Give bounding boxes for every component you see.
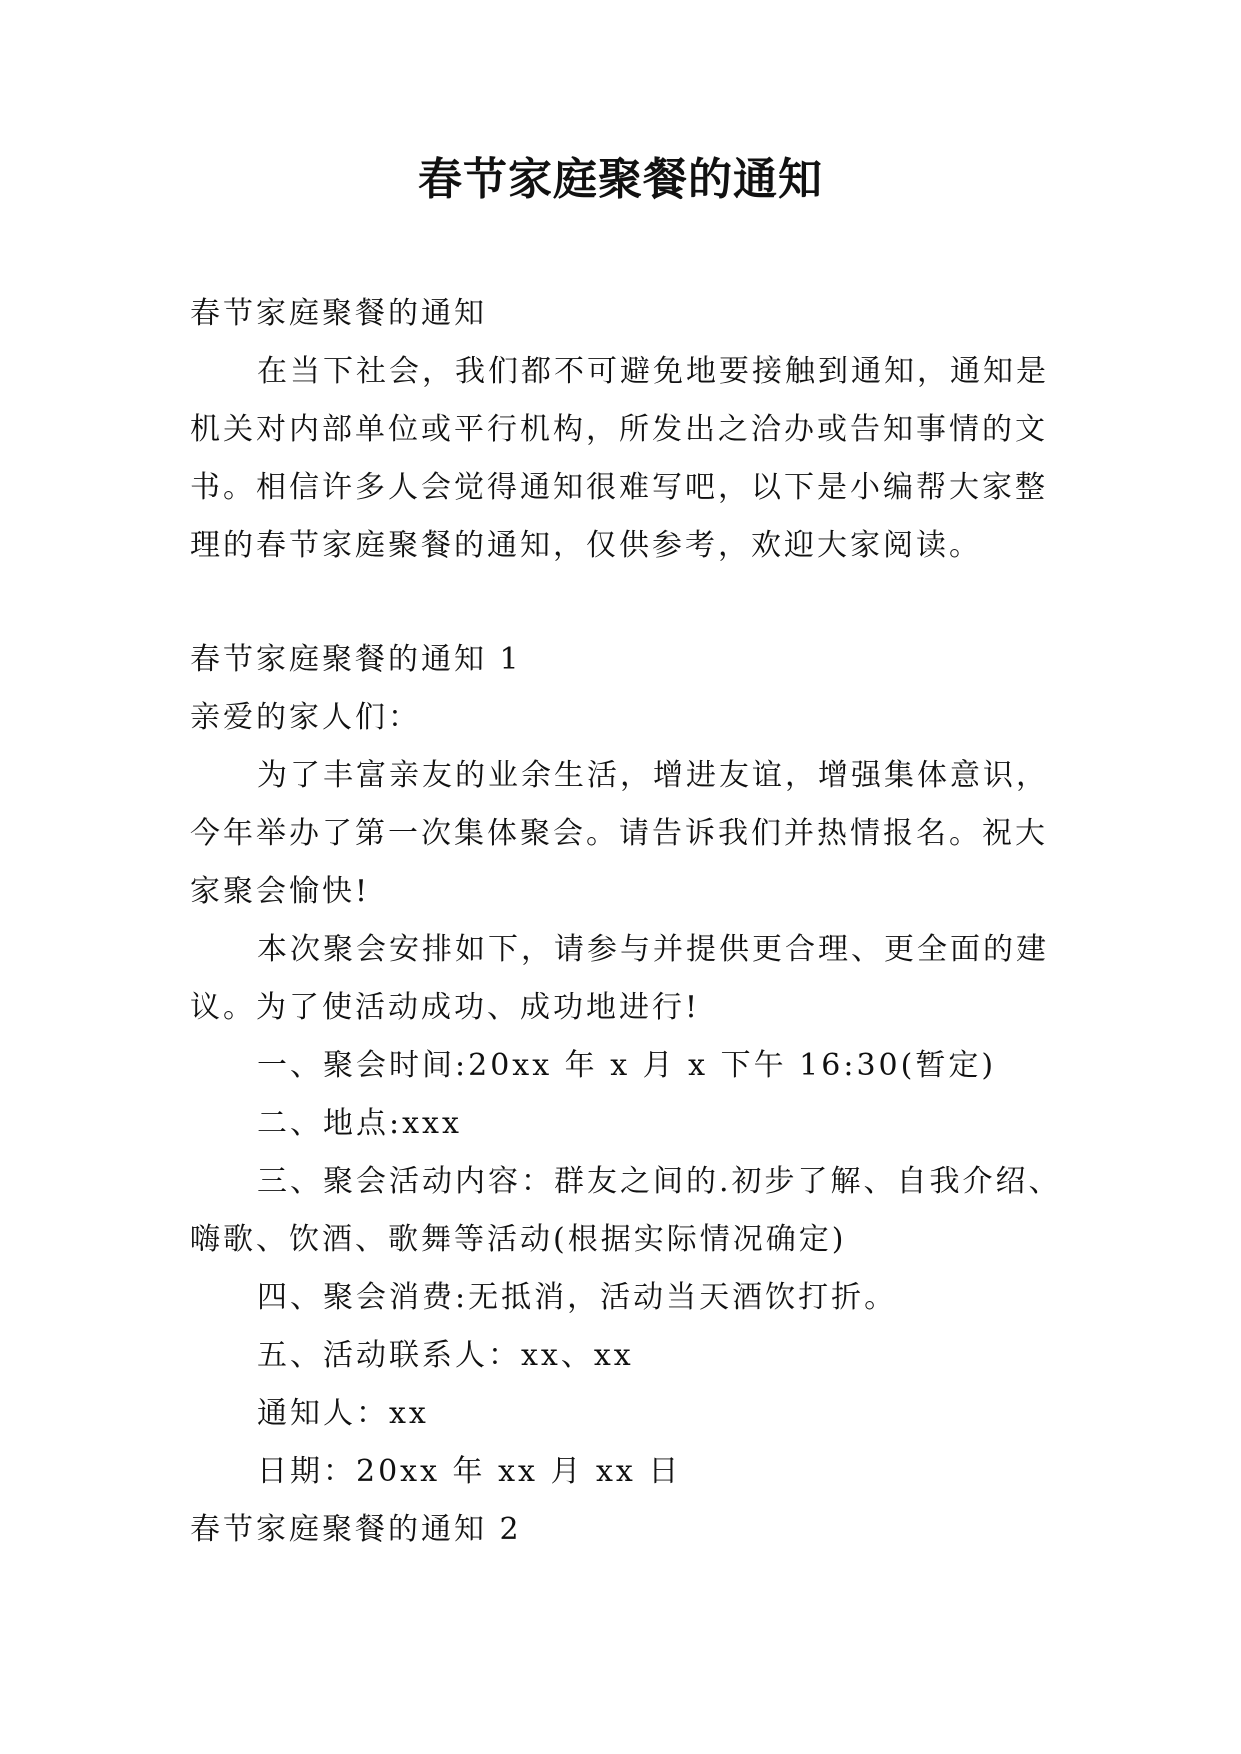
intro-paragraph-line: 书。相信许多人会觉得通知很难写吧，以下是小编帮大家整	[190, 470, 1048, 505]
item-location: 二、地点:xxx	[257, 1106, 462, 1141]
item-expense: 四、聚会消费:无抵消，活动当天酒饮打折。	[257, 1280, 898, 1315]
document-title: 春节家庭聚餐的通知	[418, 154, 823, 205]
section-heading-1: 春节家庭聚餐的通知 1	[190, 642, 522, 677]
body-paragraph-line: 今年举办了第一次集体聚会。请告诉我们并热情报名。祝大	[190, 816, 1048, 851]
item-activities-continued: 嗨歌、饮酒、歌舞等活动(根据实际情况确定)	[190, 1222, 847, 1257]
intro-paragraph-line: 理的春节家庭聚餐的通知，仅供参考，欢迎大家阅读。	[190, 528, 982, 563]
body-paragraph-line: 议。为了使活动成功、成功地进行!	[190, 990, 701, 1025]
item-activities: 三、聚会活动内容：群友之间的.初步了解、自我介绍、	[257, 1164, 1062, 1199]
date-line: 日期：20xx 年 xx 月 xx 日	[257, 1454, 682, 1489]
body-paragraph-line: 为了丰富亲友的业余生活，增进友谊，增强集体意识，	[257, 758, 1049, 793]
item-contacts: 五、活动联系人：xx、xx	[257, 1338, 634, 1373]
section-heading-2: 春节家庭聚餐的通知 2	[190, 1512, 522, 1547]
intro-paragraph-line: 在当下社会，我们都不可避免地要接触到通知，通知是	[257, 354, 1049, 389]
salutation: 亲爱的家人们：	[190, 700, 421, 735]
intro-heading: 春节家庭聚餐的通知	[190, 296, 487, 331]
body-paragraph-line: 本次聚会安排如下，请参与并提供更合理、更全面的建	[257, 932, 1049, 967]
notifier: 通知人：xx	[257, 1396, 429, 1431]
body-paragraph-line: 家聚会愉快!	[190, 874, 371, 909]
item-time: 一、聚会时间:20xx 年 x 月 x 下午 16:30(暂定)	[257, 1048, 997, 1083]
intro-paragraph-line: 机关对内部单位或平行机构，所发出之洽办或告知事情的文	[190, 412, 1048, 447]
